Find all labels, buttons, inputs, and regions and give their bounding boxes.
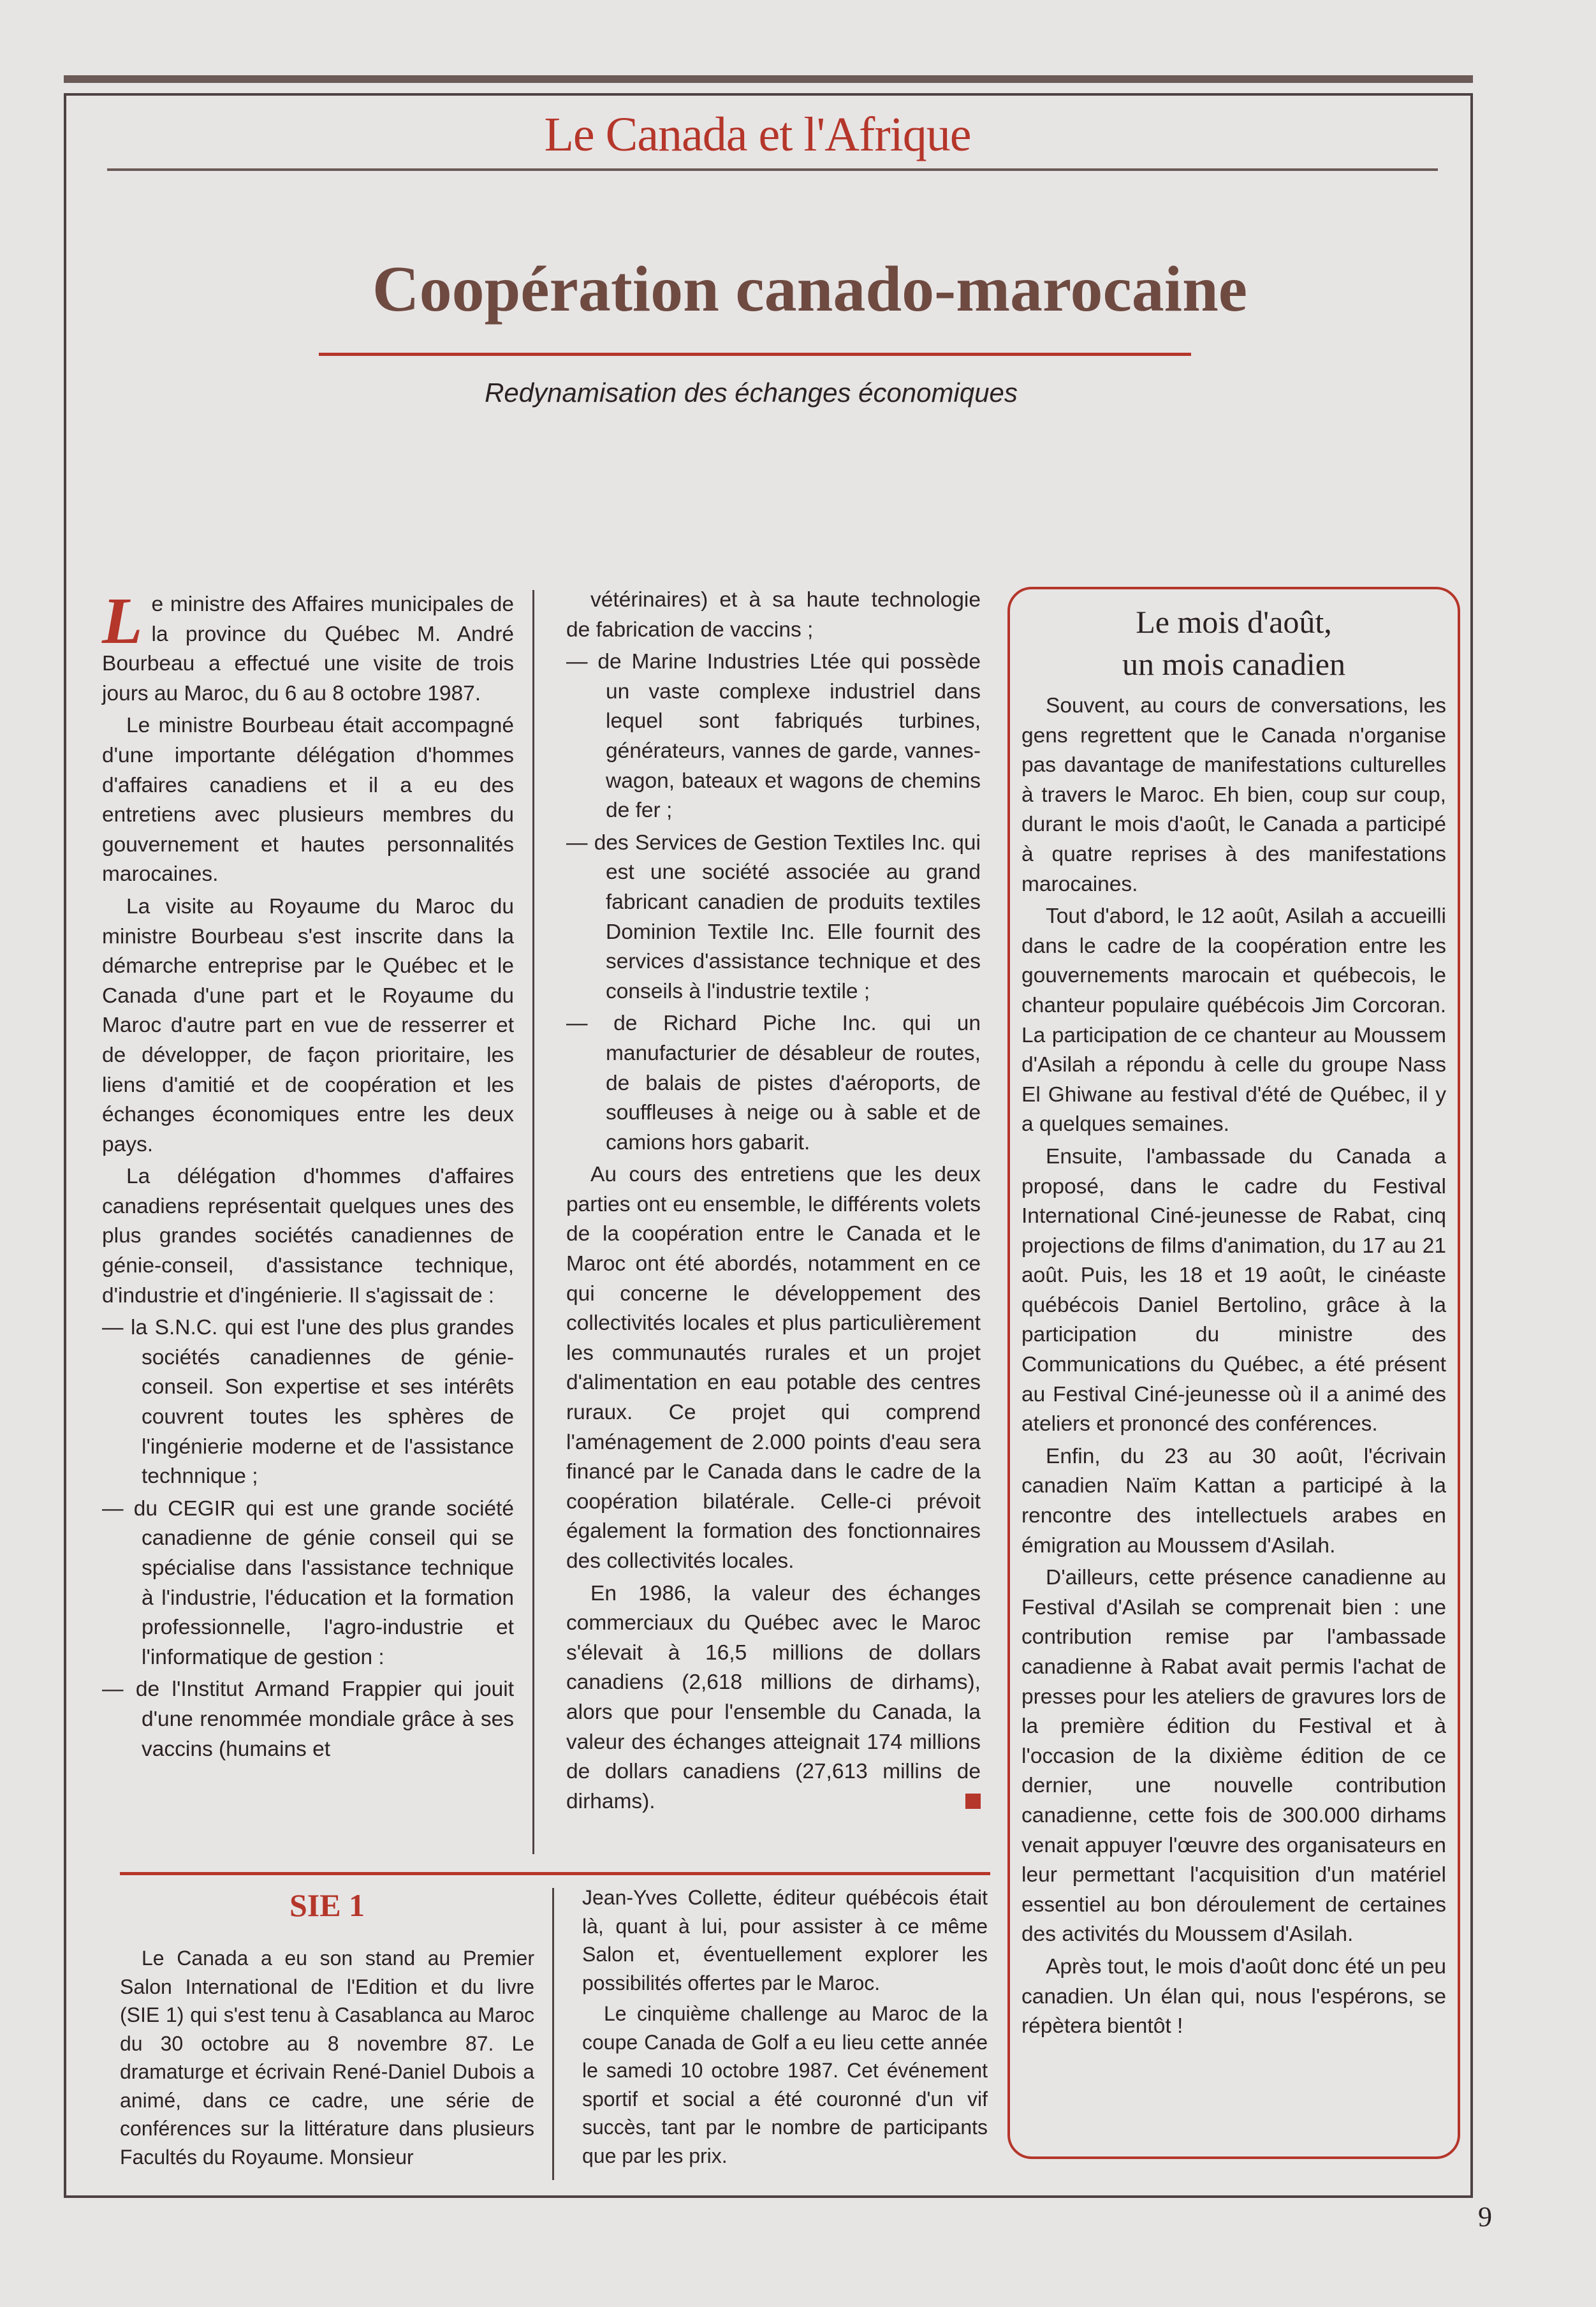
list-item: — de Marine Industries Ltée qui possède un vaste complexe industriel dans lequel sont fabriqués turbines, générateurs, vannes de garde, vannes-wagon, bateaux et wagons de chemins de fer ; — [566, 650, 981, 823]
article-column-2 — [566, 586, 981, 1819]
box-paragraph: Le cinquième challenge au Maroc de la coupe Canada de Golf a eu lieu cette année le samedi 10 octobre 1987. Cet événement sportif et social a été couronné d'un vif succès, tant par le nombre de participants que par les prix. — [582, 2002, 988, 2167]
box-paragraph: Jean-Yves Collette, éditeur québécois était là, quant à lui, pour assister à ce même Salon et, éventuellement explorer les possibilités offertes par le Maroc. — [582, 1886, 988, 1994]
list-item: — la S.N.C. qui est l'une des plus grandes sociétés canadiennes de génie-conseil. Son expertise et ses intérêts couvrent toutes les sphères de l'ingénierie moderne et de l'assistance technnique ; — [102, 1316, 514, 1489]
article-subheadline: Redynamisation des échanges économiques — [485, 378, 1018, 408]
box-rule — [120, 1872, 990, 1875]
drop-cap: L — [102, 584, 143, 658]
sidebar-box — [1007, 587, 1460, 2159]
top-rule — [64, 75, 1473, 83]
sidebar-paragraph: Ensuite, l'ambassade du Canada a proposé, dans le cadre du Festival International Ciné-jeunesse de Rabat, cinq projections de films d'animation, du 17 au 21 août. Puis, les 18 et 19 août, le cinéaste québécois Daniel Bertolino, grâce à la participation du ministre des Communications du Québec, a été présent au Festival Ciné-jeunesse où il a animé des ateliers et prononcé des conférences. — [1021, 1144, 1446, 1436]
article-column-1 — [102, 584, 514, 1767]
article-paragraph: Le ministre Bourbeau était accompagné d'une importante délégation d'hommes d'affaires canadiens et il a eu des entretiens avec plusieurs membres du gouvernement et hautes personnalités marocaines. — [102, 714, 514, 887]
page-number: 9 — [1478, 2201, 1492, 2232]
article-paragraph: La visite au Royaume du Maroc du ministre Bourbeau s'est inscrite dans la démarche entreprise par le Québec et le Canada d'une part et le Royaume du Maroc d'autre part en vue de resserrer et de développer, de façon prioritaire, les liens d'amitié et de coopération et les échanges économiques entre les deux pays. — [102, 894, 514, 1156]
article-paragraph: En 1986, la valeur des échanges commerciaux du Québec avec le Maroc s'élevait à 16,5 millions de dollars canadiens (2,618 millions de dirhams), alors que pour l'ensemble du Canada, la valeur des échanges atteignait 174 millions de dollars canadiens (27,613 millins de dirhams). — [566, 1581, 981, 1813]
article-paragraph: Le ministre des Affaires municipales de la province du Québec M. André Bourbeau a effectué une visite de trois jours au Maroc, du 6 au 8 octobre 1987. — [102, 584, 514, 705]
box-column-2 — [582, 1883, 988, 2172]
list-item: — du CEGIR qui est une grande société canadienne de génie conseil qui se spécialise dans l'assistance technique à l'industrie, l'éducation et la formation professionnelle, l'agro-industrie et l'informatique de gestion : — [102, 1496, 514, 1669]
box-column-1 — [120, 1944, 534, 2174]
headline-rule — [319, 353, 1191, 356]
list-item: — de l'Institut Armand Frappier qui jouit d'une renommée mondiale grâce à ses vaccins (humains et — [102, 1677, 514, 1761]
article-paragraph: Au cours des entretiens que les deux parties ont eu ensemble, le différents volets de la coopération entre le Canada et le Maroc ont été abordés, notamment en ce qui concerne le développement des collectivités locales et plus particulièrement les communautés rurales et un projet d'alimentation en eau potable des centres ruraux. Ce projet qui comprend l'aménagement de 2.000 points d'eau sera financé par le Canada dans le cadre de la coopération bilatérale. Celle-ci prévoit également la formation des fonctionnaires des collectivités locales. — [566, 1163, 981, 1573]
sidebar-title: Le mois d'août, un mois canadien — [1122, 604, 1345, 682]
box-title: SIE 1 — [289, 1887, 365, 1923]
list-item: — de Richard Piche Inc. qui un manufacturier de désableur de routes, de balais de pistes d'aéroports, de souffleuses à neige ou à sable et de camions hors gabarit. — [566, 1012, 981, 1154]
section-title: Le Canada et l'Afrique — [544, 108, 971, 161]
sidebar-paragraph: Souvent, au cours de conversations, les gens regrettent que le Canada n'organise pas davantage de manifestations culturelles à travers le Maroc. Eh bien, coup sur coup, durant le mois d'août, le Canada a participé à quatre reprises à des manifestations marocaines. — [1021, 694, 1446, 896]
article-paragraph: vétérinaires) et à sa haute technologie de fabrication de vaccins ; — [566, 588, 981, 642]
column-divider — [532, 590, 534, 1854]
article-paragraph: La délégation d'hommes d'affaires canadiens représentait quelques unes des plus grandes sociétés canadiennes de génie-conseil, d'assistance technique, d'industrie et d'ingénierie. Il s'agissait de : — [102, 1165, 514, 1308]
sidebar-paragraph: D'ailleurs, cette présence canadienne au Festival d'Asilah se comprenait bien : une contribution remise par l'ambassade canadienne à Rabat avait permis l'achat de presses pour les ateliers de gravures lors de la première édition du Festival et à l'occasion de la dixième édition de ce dernier, une nouvelle contribution canadienne, cette fois de 300.000 dirhams venait appuyer l'œuvre des organisateurs en leur permettant l'acquisition d'un matériel essentiel au bon déroulement de certaines des activités du Moussem d'Asilah. — [1021, 1566, 1446, 1947]
sidebar-paragraph: Après tout, le mois d'août donc été un peu canadien. Un élan qui, nous l'espérons, se répètera bientôt ! — [1021, 1954, 1446, 2038]
list-item: — des Services de Gestion Textiles Inc. qui est une société associée au grand fabricant canadien de produits textiles Dominion Textile Inc. Elle fournit des services d'assistance technique et des conseils à l'industrie textile ; — [566, 830, 981, 1003]
box-paragraph: Le Canada a eu son stand au Premier Salon International de l'Edition et du livre (SIE 1) qui s'est tenu à Casablanca au Maroc du 30 octobre au 8 novembre 87. Le dramaturge et écrivain René-Daniel Dubois a animé, dans ce cadre, une série de conférences sur la littérature dans plusieurs Facultés du Royaume. Monsieur — [120, 1947, 534, 2169]
section-rule — [107, 168, 1438, 171]
box-column-divider — [552, 1888, 554, 2180]
end-of-article-mark — [965, 1794, 981, 1809]
sidebar-paragraph: Tout d'abord, le 12 août, Asilah a accueilli dans le cadre de la coopération entre les gouvernements marocain et québecois, le chanteur populaire québécois Jim Corcoran. La participation de ce chanteur au Moussem d'Asilah a répondu à celle du groupe Nass El Ghiwane au festival d'été de Québec, il y a quelques semaines. — [1021, 904, 1446, 1137]
sidebar-paragraph: Enfin, du 23 au 30 août, l'écrivain canadien Naïm Kattan a participé à la rencontre des intellectuels arabes en émigration au Moussem d'Asilah. — [1021, 1444, 1446, 1558]
sidebar-body — [1021, 691, 1446, 2042]
article-headline: Coopération canado-marocaine — [372, 253, 1248, 325]
